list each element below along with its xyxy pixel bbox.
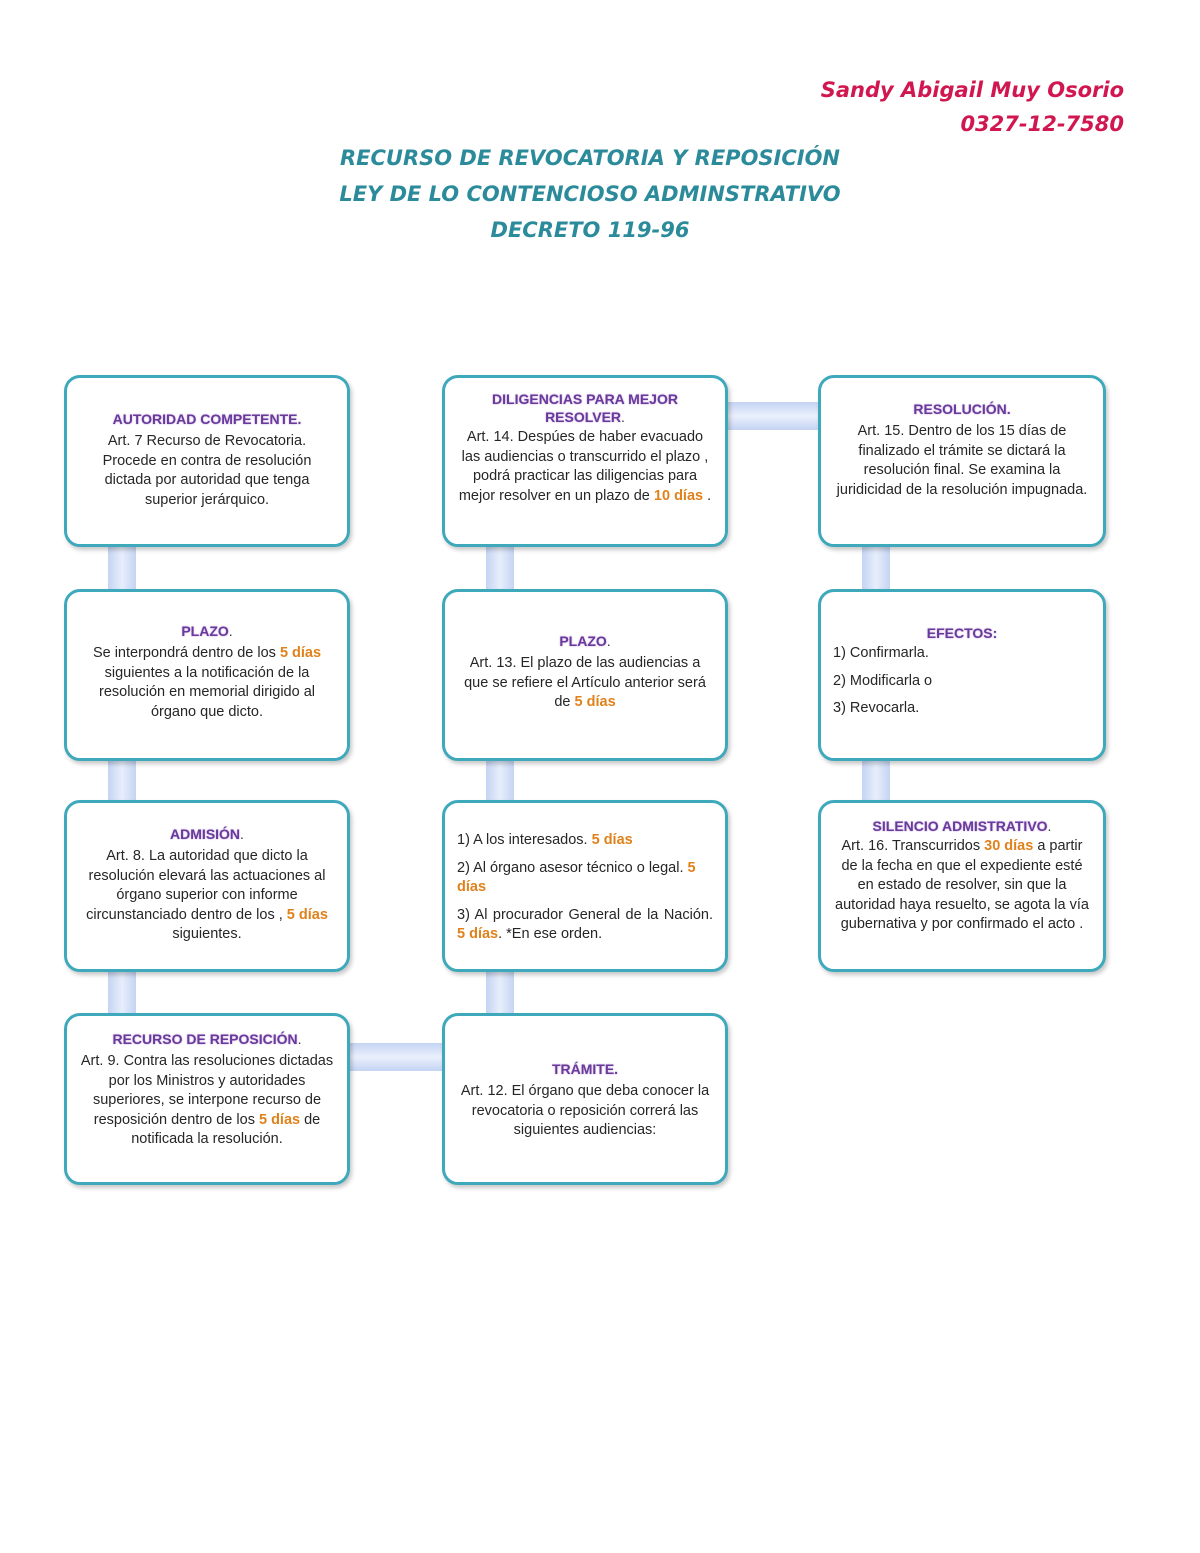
- box-heading: RECURSO DE REPOSICIÓN.: [112, 1031, 302, 1047]
- box-body: Art. 13. El plazo de las audiencias a que se refiere el Artículo anterior será de 5 días: [464, 655, 706, 710]
- title-line-2: LEY DE LO CONTENCIOSO ADMINSTRATIVO: [339, 182, 841, 206]
- box-heading: RESOLUCIÓN.: [913, 401, 1011, 417]
- box-heading: PLAZO.: [181, 623, 233, 639]
- title-line-3: DECRETO 119-96: [490, 218, 690, 242]
- box-heading: PLAZO.: [559, 633, 611, 649]
- box-heading: SILENCIO ADMISTRATIVO.: [872, 818, 1052, 834]
- connector-diligencias-plazo: [486, 544, 514, 590]
- connector-diligencias-resolucion: [724, 402, 820, 430]
- box-autoridad-competente: [64, 375, 350, 547]
- audiencia-item-3: 3) Al procurador General de la Nación. 5 días. *En ese orden.: [457, 906, 713, 942]
- connector-admision-reposicion: [108, 968, 136, 1014]
- connector-plazo-admision: [108, 758, 136, 802]
- audiencia-item-2: 2) Al órgano asesor técnico o legal. 5 días: [457, 859, 696, 895]
- box-body: Art. 16. Transcurridos 30 días a partir de la fecha en que el expediente esté en estado de resolver, sin que la autoridad haya resuelto, se agota la vía gubernativa y por confirmado el acto .: [835, 838, 1089, 932]
- box-resolucion: [818, 375, 1106, 547]
- efecto-item-2: 2) Modificarla o: [833, 672, 933, 689]
- box-body: Art. 14. Despúes de haber evacuado las audiencias o transcurrido el plazo , podrá practicar las diligencias para mejor resolver en un plazo de 10 días .: [458, 429, 712, 504]
- box-heading: AUTORIDAD COMPETENTE.: [112, 411, 302, 427]
- title-line-1: RECURSO DE REVOCATORIA Y REPOSICIÓN: [339, 146, 841, 170]
- box-diligencias: [442, 375, 728, 547]
- box-heading: TRÁMITE.: [551, 1061, 619, 1077]
- box-body: Art. 12. El órgano que deba conocer la revocatoria o reposición correrá las siguientes audiencias:: [460, 1083, 710, 1138]
- author-name: Sandy Abigail Muy Osorio: [820, 78, 1124, 102]
- box-plazo-interposicion: [64, 589, 350, 761]
- box-silencio-administrativo: [818, 800, 1106, 972]
- author-id: 0327-12-7580: [960, 112, 1124, 136]
- box-body: Art. 7 Recurso de Revocatoria. Procede en contra de resolución dictada por autoridad que tenga superior jerárquico.: [102, 433, 312, 508]
- connector-plazo-audiencias: [486, 758, 514, 802]
- connector-resolucion-efectos: [862, 544, 890, 590]
- box-body: Art. 8. La autoridad que dicto la resolución elevará las actuaciones al órgano superior con informe circunstanciado dentro de los , 5 días siguientes.: [86, 848, 328, 942]
- box-body: Se interpondrá dentro de los 5 días siguientes a la notificación de la resolución en memorial dirigido al órgano que dicto.: [92, 645, 322, 720]
- box-efectos: [818, 589, 1106, 761]
- connector-audiencias-tramite: [486, 968, 514, 1014]
- box-heading: ADMISIÓN.: [170, 826, 244, 842]
- connector-reposicion-tramite: [346, 1043, 442, 1071]
- box-body: Art. 9. Contra las resoluciones dictadas por los Ministros y autoridades superiores, se interpone recurso de resposición dentro de los 5 días de notificada la resolución.: [80, 1053, 334, 1147]
- box-audiencias-list: [442, 800, 728, 972]
- box-admision: [64, 800, 350, 972]
- connector-efectos-silencio: [862, 758, 890, 802]
- box-plazo-audiencias: [442, 589, 728, 761]
- efecto-item-3: 3) Revocarla.: [833, 700, 920, 716]
- box-heading: DILIGENCIAS PARA MEJOR RESOLVER.: [492, 391, 678, 425]
- box-body: Art. 15. Dentro de los 15 días de finalizado el trámite se dictará la resolución final. Se examina la juridicidad de la resolución impugnada.: [836, 423, 1088, 498]
- efecto-item-1: 1) Confirmarla.: [833, 645, 929, 661]
- box-tramite: [442, 1013, 728, 1185]
- connector-autoridad-plazo: [108, 544, 136, 590]
- box-heading: EFECTOS:: [926, 625, 998, 641]
- audiencia-item-1: 1) A los interesados. 5 días: [457, 832, 633, 848]
- box-recurso-reposicion: [64, 1013, 350, 1185]
